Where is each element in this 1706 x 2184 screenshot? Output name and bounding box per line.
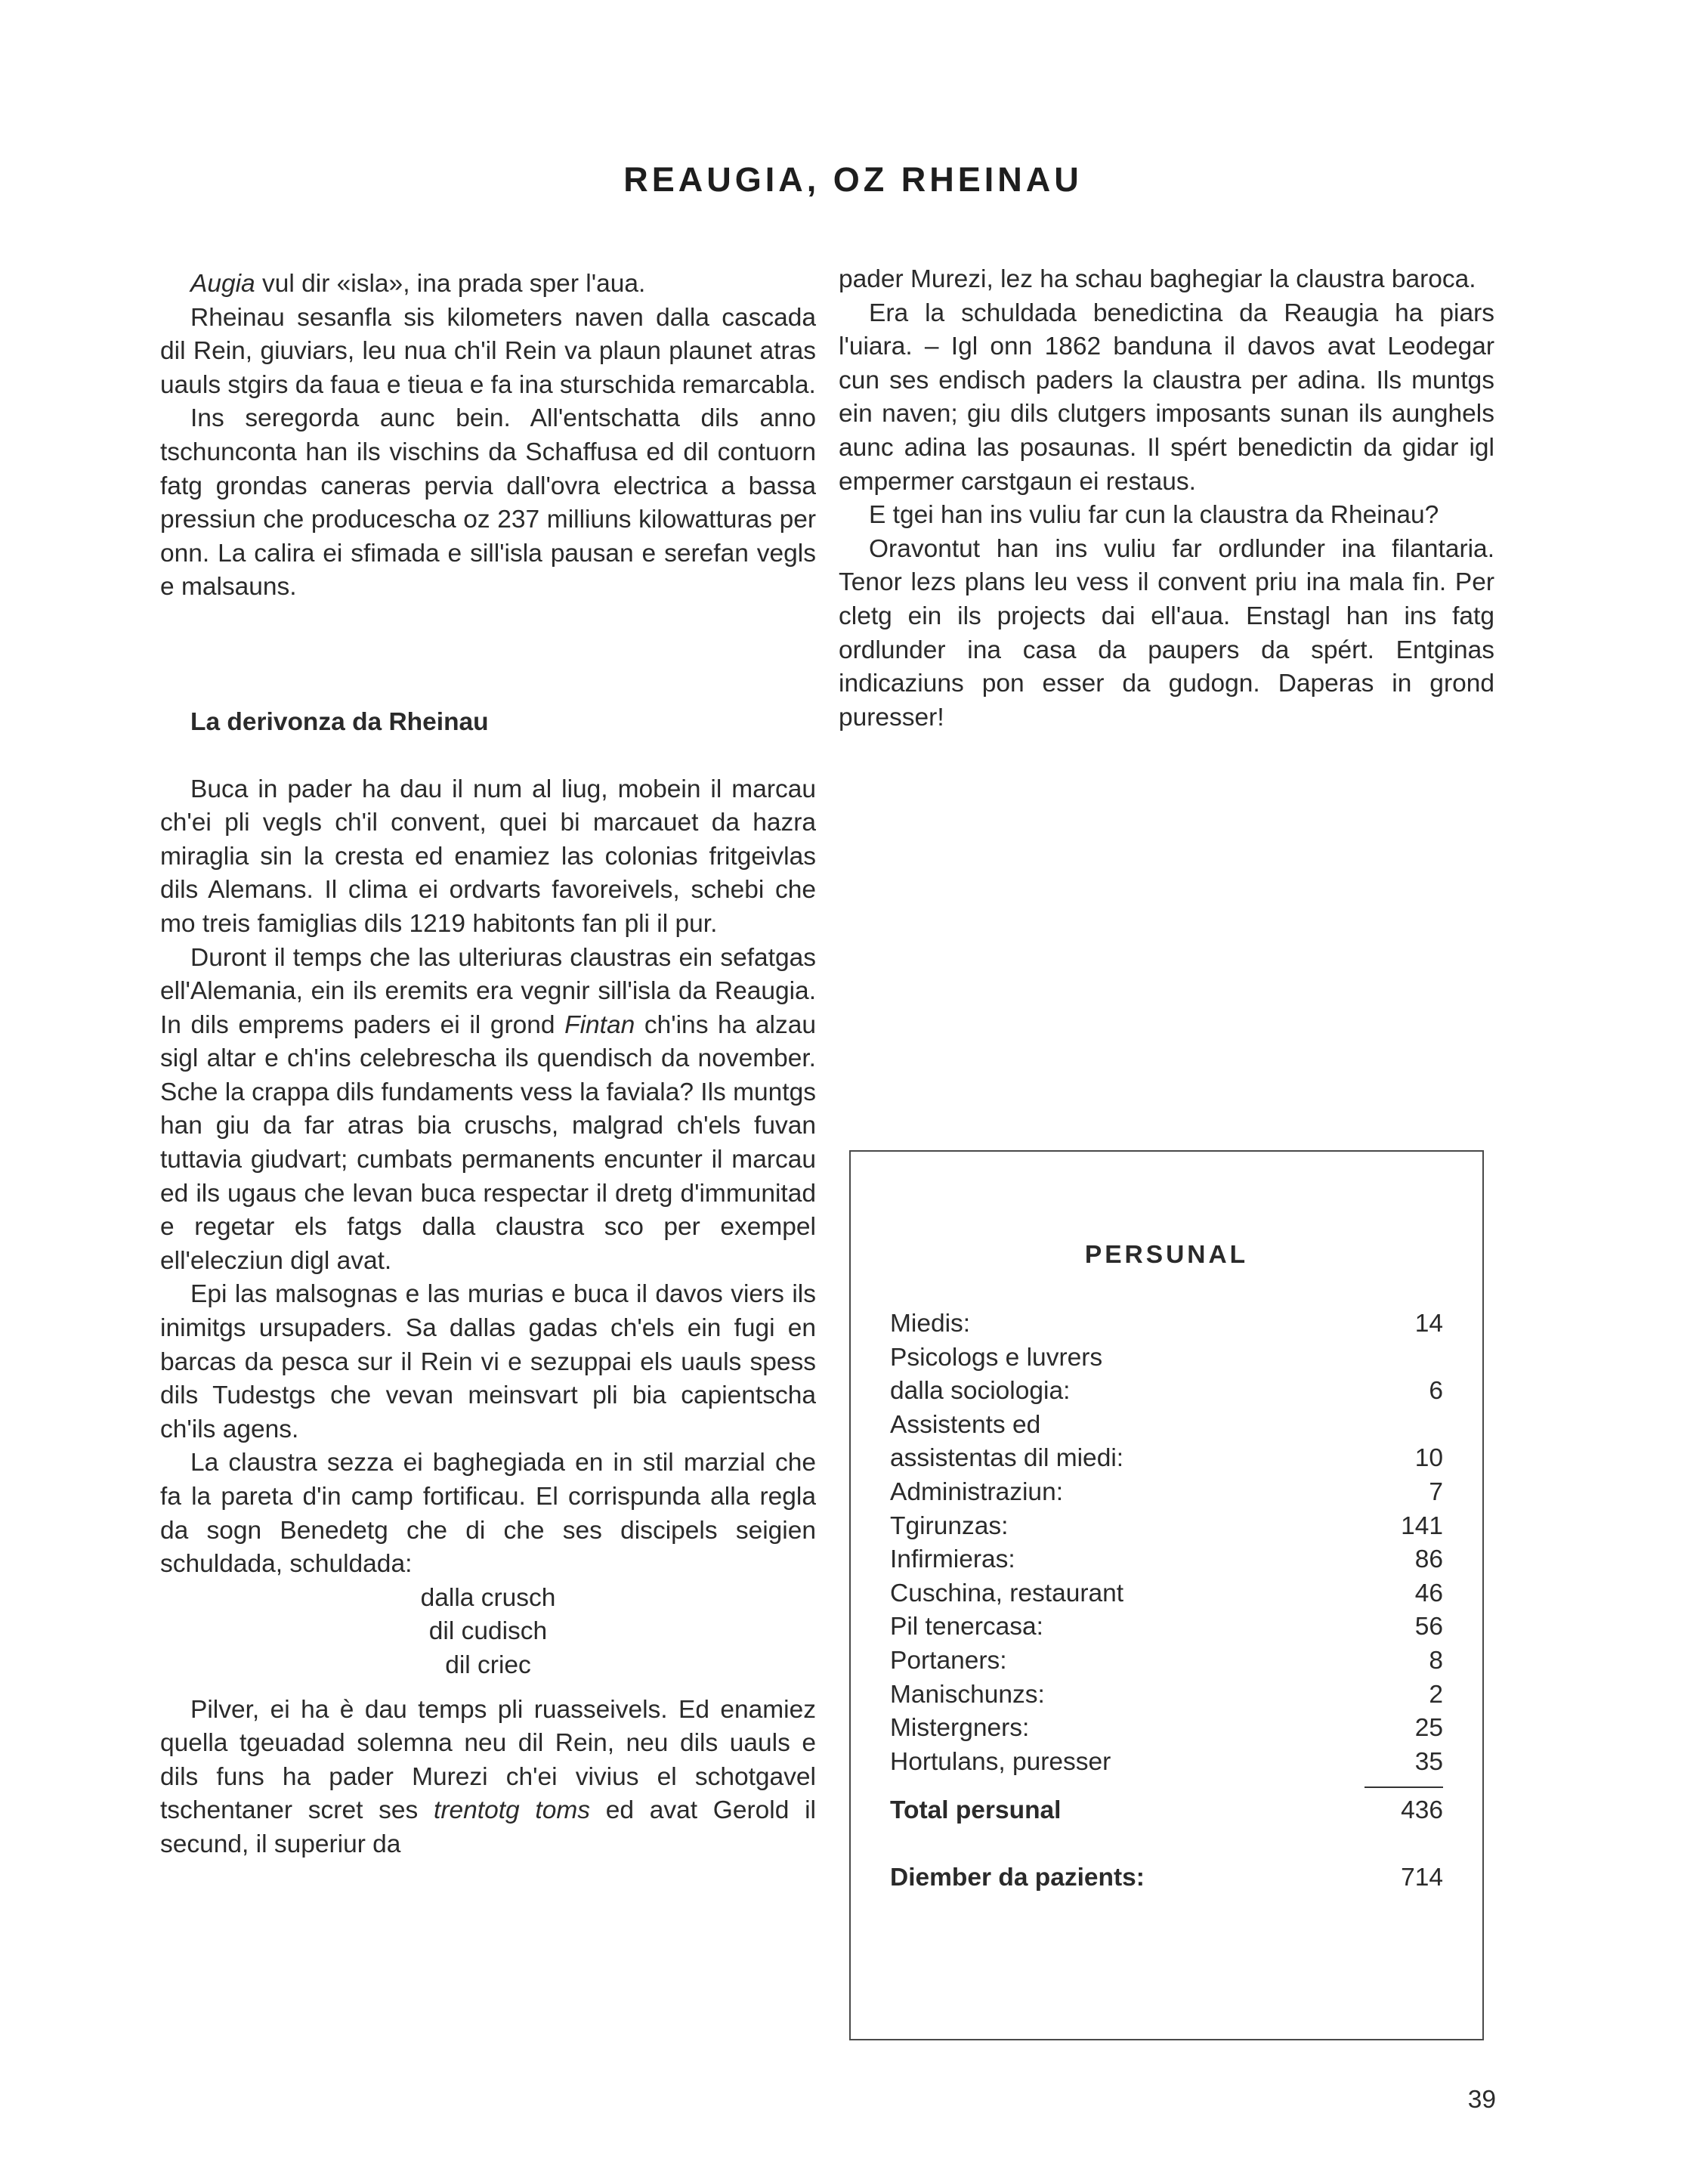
row-value: 141 <box>1401 1511 1443 1540</box>
emphasis: trentotg toms <box>434 1796 590 1825</box>
patients-value: 714 <box>1401 1863 1443 1892</box>
paragraph: Buca in pader ha dau il num al liug, mobein il marcau ch'ei pli vegls ch'il convent, quei bi marcauet da hazra miraglia sin la cresta ed enamiez las colonias fritgeivlas dils Alemans. Il clima ei ordvarts favoreivels, schebi che mo treis famiglias dils 1219 habitonts fan pli il pur. <box>160 775 816 938</box>
row-value: 56 <box>1414 1613 1443 1641</box>
paragraph: pader Murezi, lez ha schau baghegiar la claustra baroca. <box>839 265 1476 293</box>
verse-line: dil criec <box>445 1650 531 1679</box>
verse-line: dil cudisch <box>428 1617 548 1646</box>
paragraph <box>160 1694 816 1862</box>
paragraph-text: Duront il temps che las ulteriuras claustras ein sefatgas ell'Alemania, ein ils eremits era vegnir sill'isla da Reaugia. In dils emprems paders ei il grond <box>160 943 816 1039</box>
row-value: 10 <box>1414 1444 1443 1473</box>
row-label: Tgirunzas: <box>890 1511 1009 1540</box>
paragraph: Oravontut han ins vuliu far ordlunder ina filantaria. Tenor lezs plans leu vess il convent priu ina mala fin. Per cletg ein ils projects dai ell'aua. Enstagl han ins fatg ordlunder ina casa da paupers da spért. Entginas indicaziuns pon esser da gudogn. Daperas in grond puresser! <box>839 534 1494 732</box>
table-row <box>890 1442 1443 1476</box>
row-label: Portaners: <box>890 1646 1007 1675</box>
sum-rule <box>1364 1786 1443 1788</box>
table-row <box>890 1307 1443 1341</box>
table-row <box>890 1476 1443 1510</box>
emphasis: Augia <box>190 270 255 298</box>
paragraph-text: vul dir «isla», ina prada sper l'aua. <box>255 270 646 298</box>
row-label: assistentas dil miedi: <box>890 1444 1124 1473</box>
paragraph: Ins seregorda aunc bein. All'entschatta dils anno tschunconta han ils vischins da Schaffusa ed dil contuorn fatg grondas caneras pervia dall'ovra electrica a bassa pressiun che producescha oz 237 milliuns kilowatturas per onn. La calira ei sfimada e sill'isla pausan e serefan vegls e malsauns. <box>160 404 816 602</box>
patients-row <box>890 1861 1443 1895</box>
row-value: 2 <box>1429 1680 1443 1709</box>
paragraph: E tgei han ins vuliu far cun la claustra da Rheinau? <box>869 501 1439 530</box>
page-number: 39 <box>1467 2086 1496 2114</box>
table-row <box>890 1746 1443 1780</box>
paragraph: Rheinau sesanfla sis kilometers naven dalla cascada dil Rein, giuviars, leu nua ch'il Rein va plaun plaunet atras uauls stgirs da faua e tieua e fa ina sturschida remarcabla. <box>160 303 816 399</box>
table-row <box>890 1409 1443 1443</box>
total-value: 436 <box>1401 1796 1443 1825</box>
paragraph: Epi las malsognas e las murias e buca il davos viers ils inimitgs ursupaders. Sa dallas gadas ch'els ein fugi en barcas da pesca sur il Rein vi e sezuppai els uauls spess dils Tudestgs che vevan meinsvart pli bia capientscha ch'ils agens. <box>160 1280 816 1443</box>
verse <box>160 1582 816 1683</box>
table-row <box>890 1678 1443 1712</box>
persunal-box <box>849 1150 1484 2040</box>
paragraph-text: ed avat Gerold il secund, il superiur da <box>160 1796 816 1858</box>
row-value: 86 <box>1414 1545 1443 1574</box>
row-label: Administraziun: <box>890 1477 1064 1506</box>
row-value: 46 <box>1414 1579 1443 1607</box>
paragraph: La claustra sezza ei baghegiada en in stil marzial che fa la pareta d'in camp fortificau. El corrispunda alla regla da sogn Benedetg che di che ses discipels seigien schuldada, schuldada: <box>160 1449 816 1579</box>
row-label: dalla sociologia: <box>890 1377 1071 1406</box>
row-value: 35 <box>1414 1747 1443 1776</box>
paragraph-text: ch'ins ha alzau sigl altar e ch'ins celebrescha ils quendisch da november. Sche la crappa dils fundaments vess la faviala? Ils muntgs han giu da far atras bia cruschs, malgrad ch'els fuvan tuttavia giudvart; cumbats permanents encunter il marcau ed ils ugaus che levan buca respectar il dretg d'immunitad e regetar els fatgs dalla claustra sco per exempel ell'elecziun digl avat. <box>160 1010 816 1275</box>
verse-line: dalla crusch <box>420 1583 556 1612</box>
table-row <box>890 1644 1443 1678</box>
row-label: Assistents ed <box>890 1410 1041 1439</box>
table-row <box>890 1510 1443 1544</box>
row-value: 25 <box>1414 1714 1443 1743</box>
patients-label: Diember da pazients: <box>890 1863 1145 1892</box>
table-row <box>890 1375 1443 1409</box>
paragraph-text: Pilver, ei ha è dau temps pli ruasseivels. Ed enamiez quella tgeuadad solemna neu dil Rein, neu dils uauls e dils funs ha pader Murezi ch'ei vivius el schotgavel tschentaner scret ses <box>160 1695 816 1825</box>
row-value: 7 <box>1429 1477 1443 1506</box>
paragraph <box>160 268 816 302</box>
row-label: Cuschina, restaurant <box>890 1579 1124 1607</box>
table-row <box>890 1543 1443 1577</box>
row-label: Mistergners: <box>890 1714 1030 1743</box>
paragraph: Era la schuldada benedictina da Reaugia ha piars l'uiara. – Igl onn 1862 banduna il davos avat Leodegar cun ses endisch paders la claustra per adina. Ils muntgs ein naven; giu dils clutgers imposants sunan ils aunghels aunc adina las posaunas. Il spért benedictin da gidar igl empermer carstgaun ei restaus. <box>839 299 1494 496</box>
right-column <box>839 263 1494 735</box>
page-title: REAUGIA, OZ RHEINAU <box>623 160 1083 199</box>
emphasis: Fintan <box>564 1010 635 1039</box>
total-row <box>890 1794 1443 1828</box>
paragraph <box>160 942 816 1279</box>
left-column <box>160 268 816 1862</box>
table-row <box>890 1712 1443 1746</box>
row-label: Pil tenercasa: <box>890 1613 1043 1641</box>
row-value: 14 <box>1414 1310 1443 1338</box>
table-row <box>890 1341 1443 1375</box>
persunal-table <box>890 1307 1443 1895</box>
row-value: 6 <box>1429 1377 1443 1406</box>
row-label: Manischunzs: <box>890 1680 1045 1709</box>
row-label: Psicologs e luvrers <box>890 1343 1103 1372</box>
row-label: Hortulans, puresser <box>890 1747 1111 1776</box>
total-label: Total persunal <box>890 1796 1062 1825</box>
row-label: Infirmieras: <box>890 1545 1015 1574</box>
table-row <box>890 1610 1443 1644</box>
box-title: PERSUNAL <box>1084 1241 1249 1269</box>
row-value: 8 <box>1429 1646 1443 1675</box>
table-row <box>890 1577 1443 1611</box>
row-label: Miedis: <box>890 1310 971 1338</box>
section-heading: La derivonza da Rheinau <box>190 707 489 736</box>
